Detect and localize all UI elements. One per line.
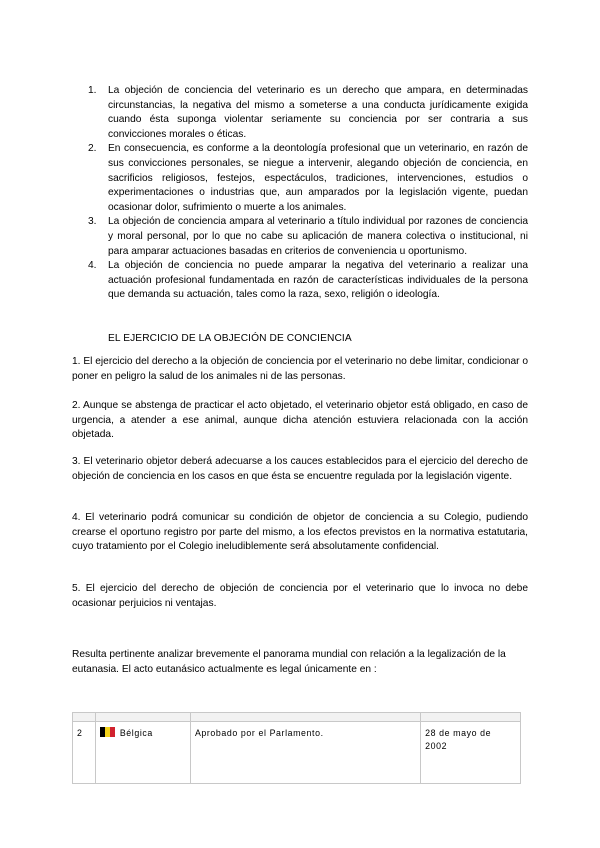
list-item <box>88 215 528 259</box>
list-item <box>88 259 528 303</box>
status-cell <box>190 721 420 783</box>
list-text: En consecuencia, es conforme a la deontología profesional que un veterinario, en razón de sus convicciones personales, se niegue a intervenir, alegando objeción de conciencia, en sacrificios religiosos, festejos, espectáculos, tradiciones, intervenciones, estudios o experimentaciones o industrias que, aun amparados por la legislación vigente, puedan ocasionar dolor, sufrimiento o muerte a los animales. <box>108 143 528 213</box>
status-text: Aprobado por el Parlamento. <box>194 727 324 738</box>
numbered-list <box>88 84 528 303</box>
table-header-band <box>73 713 521 722</box>
table-row <box>73 721 521 783</box>
date-cell <box>421 721 521 783</box>
belgium-flag-icon <box>100 727 115 737</box>
paragraph-2: 2. Aunque se abstenga de practicar el acto objetado, el veterinario objetor está obligado, en caso de urgencia, a atender a ese animal, aunque dicha atención estuviera relacionada con la acción objetada. <box>72 400 528 441</box>
intro-paragraph: Resulta pertinente analizar brevemente el panorama mundial con relación a la legalización de la eutanasia. El acto eutanásico actualmente es legal únicamente en : <box>72 649 506 675</box>
country-name: Bélgica <box>119 727 153 738</box>
list-text: La objeción de conciencia ampara al veterinario a título individual por razones de conciencia y moral personal, por lo que no cabe su aplicación de manera colectiva o institucional, ni para amparar actuaciones basadas en criterios de conveniencia u oportunismo. <box>108 216 528 257</box>
list-text: La objeción de conciencia del veterinario es un derecho que ampara, en determinadas circunstancias, la negativa del mismo a someterse a una conducta jurídicamente exigida cuando ésta suponga violentar seriamente su conciencia por ser contraria a sus convicciones morales o éticas. <box>108 85 528 140</box>
paragraph-4: 4. El veterinario podrá comunicar su condición de objetor de conciencia a su Colegio, pudiendo crearse el oportuno registro por parte del mismo, a los efectos previstos en la normativa estatutaria, cuyo tratamiento por el Colegio ineludiblemente será absolutamente confidencial. <box>72 512 528 553</box>
row-index-cell <box>73 721 96 783</box>
row-index: 2 <box>77 727 82 738</box>
list-number: 2. <box>88 143 97 155</box>
paragraph-3: 3. El veterinario objetor deberá adecuarse a los cauces establecidos para el ejercicio del derecho de objeción de conciencia en los casos en que ésta se encuentre regulada por la legislación vigente. <box>72 456 528 482</box>
paragraph-1: 1. El ejercicio del derecho a la objeción de conciencia por el veterinario no debe limitar, condicionar o poner en peligro la salud de los animales ni de las personas. <box>72 356 528 382</box>
paragraph-5: 5. El ejercicio del derecho de objeción de conciencia por el veterinario que lo invoca no debe ocasionar perjuicios ni ventajas. <box>72 583 528 609</box>
date-text: 28 de mayo de 2002 <box>425 727 492 751</box>
euthanasia-table <box>72 712 521 784</box>
section-title: EL EJERCICIO DE LA OBJECIÓN DE CONCIENCIA <box>108 333 352 344</box>
list-item <box>88 142 528 215</box>
list-number: 1. <box>88 85 97 96</box>
list-item <box>88 84 528 142</box>
list-text: La objeción de conciencia no puede amparar la negativa del veterinario a realizar una actuación profesional fundamentada en razón de características individuales de la persona que demanda su actuación, tales como la raza, sexo, religión o ideología. <box>108 260 528 301</box>
list-number: 3. <box>88 216 97 228</box>
list-number: 4. <box>88 260 97 272</box>
country-cell <box>95 721 190 783</box>
